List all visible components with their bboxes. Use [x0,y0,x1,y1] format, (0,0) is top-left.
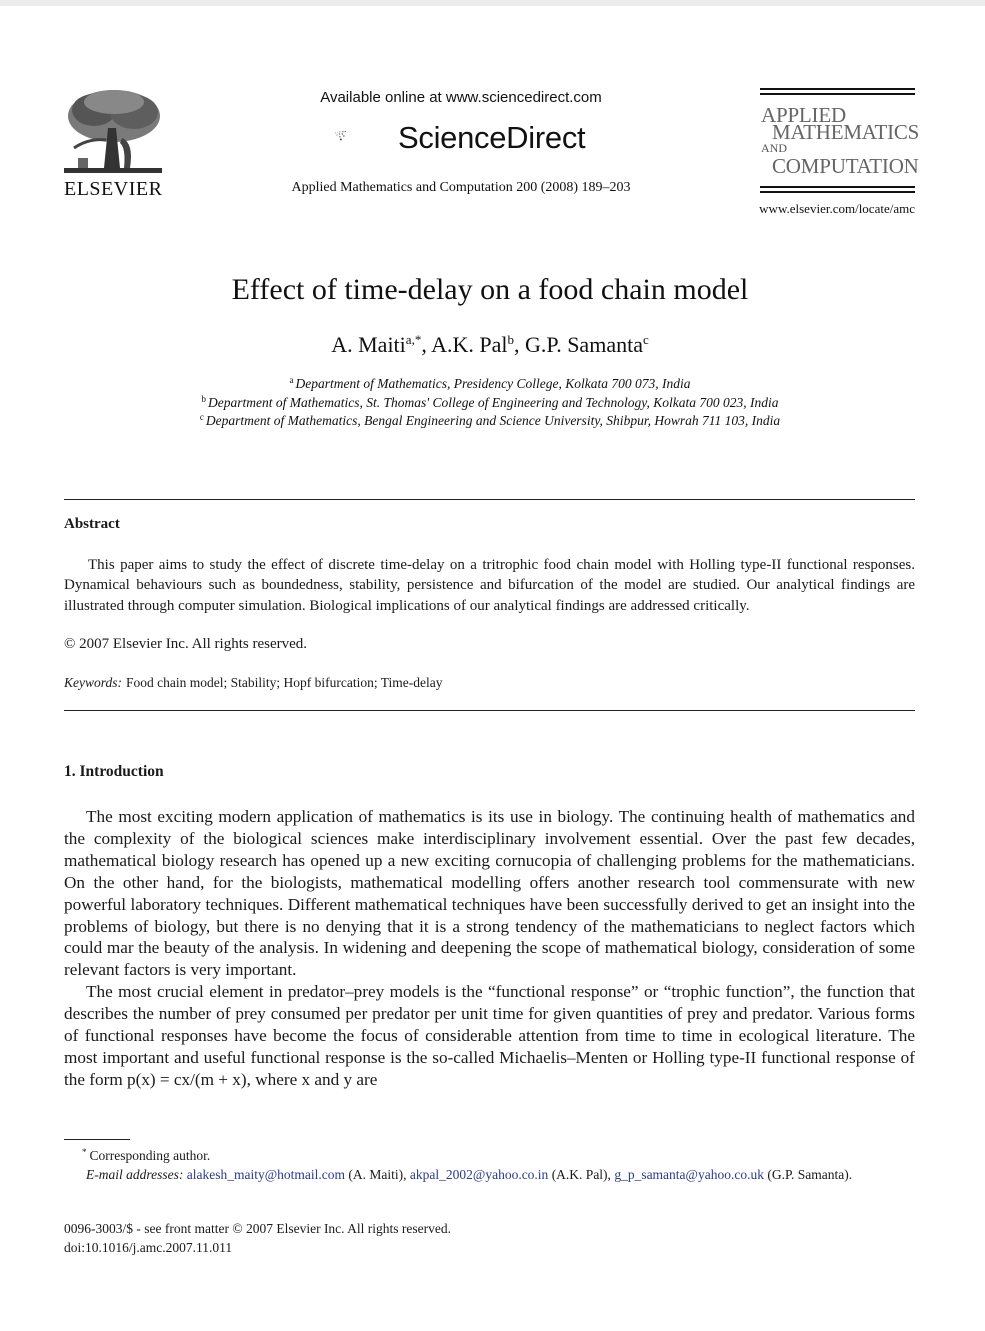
issn-line: 0096-3003/$ - see front matter © 2007 Elsevier Inc. All rights reserved. [64,1221,452,1236]
affiliation-text: Department of Mathematics, Presidency College, Kolkata 700 073, India [295,376,691,391]
corresponding-author-note [64,1143,915,1166]
journal-logo-rule-bottom-2 [760,191,915,193]
affiliation-mark: b [201,394,207,404]
journal-url[interactable]: www.elsevier.com/locate/amc [759,201,915,216]
journal-citation: Applied Mathematics and Computation 200 (2008) 189–203 [291,180,631,195]
author-affil-mark: a,* [405,332,422,347]
footnote [64,1143,915,1184]
affiliation-b [0,394,980,411]
author-affil-mark: c [642,332,649,347]
abstract-body [64,555,915,616]
abstract-copyright: © 2007 Elsevier Inc. All rights reserved. [64,636,308,652]
email-owner: (A.K. Pal), [548,1166,615,1182]
email-label: E-mail addresses: [86,1166,184,1182]
email-link[interactable]: akpal_2002@yahoo.co.in [409,1166,549,1182]
affiliation-text: Department of Mathematics, St. Thomas' College of Engineering and Technology, Kolkata 700 023, India [208,395,779,410]
abstract-bottom-divider [64,710,915,711]
available-online-text: Available online at www.sciencedirect.com [320,89,602,106]
sciencedirect-dots-icon [334,114,398,158]
author-affil-mark: b [507,332,515,347]
author-name: A. Maiti [331,332,406,357]
abstract-text: This paper aims to study the effect of discrete time-delay on a tritrophic food chain model with Holling type-II functional responses. Dynamical behaviours such as boundedness, stability, persistence and bifurcation of the model are studied. Our analytical findings are illustrated through computer simulation. Biological implications of our analytical findings are addressed critically. [64,557,915,614]
affiliation-mark: a [289,375,294,385]
abstract-heading: Abstract [64,516,120,532]
sciencedirect-brand: ScienceDirect [398,120,586,155]
footnote-rule [64,1139,130,1140]
journal-logo-line3: AND [761,141,787,155]
author-separator: , [421,332,432,357]
intro-paragraph-2: The most crucial element in predator–prey models is the “functional response” or “trophic function”, the function that describes the number of prey consumed per predator per unit time for given quantities of prey and predator. Various forms of functional responses have become the focus of considerable attention from time to time in ecological literature. The most important and useful functional response is the so-called Michaelis–Menten or Holling type-II functional response of the form p(x) = cx/(m + x), where x and y are [64,982,915,1089]
affiliation-c [0,412,980,429]
journal-logo-rule-bottom [760,186,915,188]
author-separator: , [514,332,526,357]
keywords-label: Keywords: [64,675,122,690]
journal-logo-rule-top [760,88,915,90]
email-owner: (A. Maiti), [345,1166,410,1182]
footnote-mark: * [82,1147,87,1157]
doi-line[interactable]: doi:10.1016/j.amc.2007.11.011 [64,1239,233,1255]
intro-paragraph-1: The most exciting modern application of mathematics is its use in biology. The continuing health of mathematics and the complexity of the biological sciences make interdisciplinary involvement essential. Over the past few decades, mathematical biology research has opened up a new exciting cornucopia of challenging problems for the mathematicians. On the other hand, for the biologists, mathematical modelling offers another research tool commensurate with new powerful laboratory techniques. Different mathematical techniques have been successfully derived to get an insight into the problems of biology, but there is no denying that it is a strong tendency of the mathematicians to neglect factors which could mar the beauty of the analysis. In widening and deepening the scope of mathematical biology, consideration of some relevant factors is very important. [64,807,915,980]
journal-logo-line4: COMPUTATION [772,154,919,178]
abstract-top-divider [64,499,915,500]
affiliation-text: Department of Mathematics, Bengal Engineering and Science University, Shibpur, Howrah 711 103, India [205,413,781,428]
keywords-list: Food chain model; Stability; Hopf bifurcation; Time-delay [126,675,443,690]
email-owner: (G.P. Samanta). [763,1166,853,1182]
journal-logo-line2: MATHEMATICS [772,120,920,144]
journal-logo-line1: APPLIED [761,103,846,127]
author-name: A.K. Pal [431,332,508,357]
author-list [0,332,980,358]
affiliation-mark: c [199,412,204,422]
email-link[interactable]: alakesh_maity@hotmail.com [186,1166,346,1182]
section-heading-introduction: 1. Introduction [64,763,164,780]
affiliation-a [0,375,980,392]
introduction-body [64,806,915,1091]
corresponding-author-text: Corresponding author. [89,1148,211,1163]
front-matter [64,1220,451,1257]
keywords-line [64,675,442,691]
email-link[interactable]: g_p_samanta@yahoo.co.uk [614,1166,764,1182]
journal-logo-rule-top-2 [760,93,915,95]
article-title: Effect of time-delay on a food chain model [231,273,749,306]
viewer-top-bar [0,0,985,6]
email-addresses [64,1166,915,1185]
publisher-name: ELSEVIER [64,178,163,200]
author-name: G.P. Samanta [525,332,643,357]
